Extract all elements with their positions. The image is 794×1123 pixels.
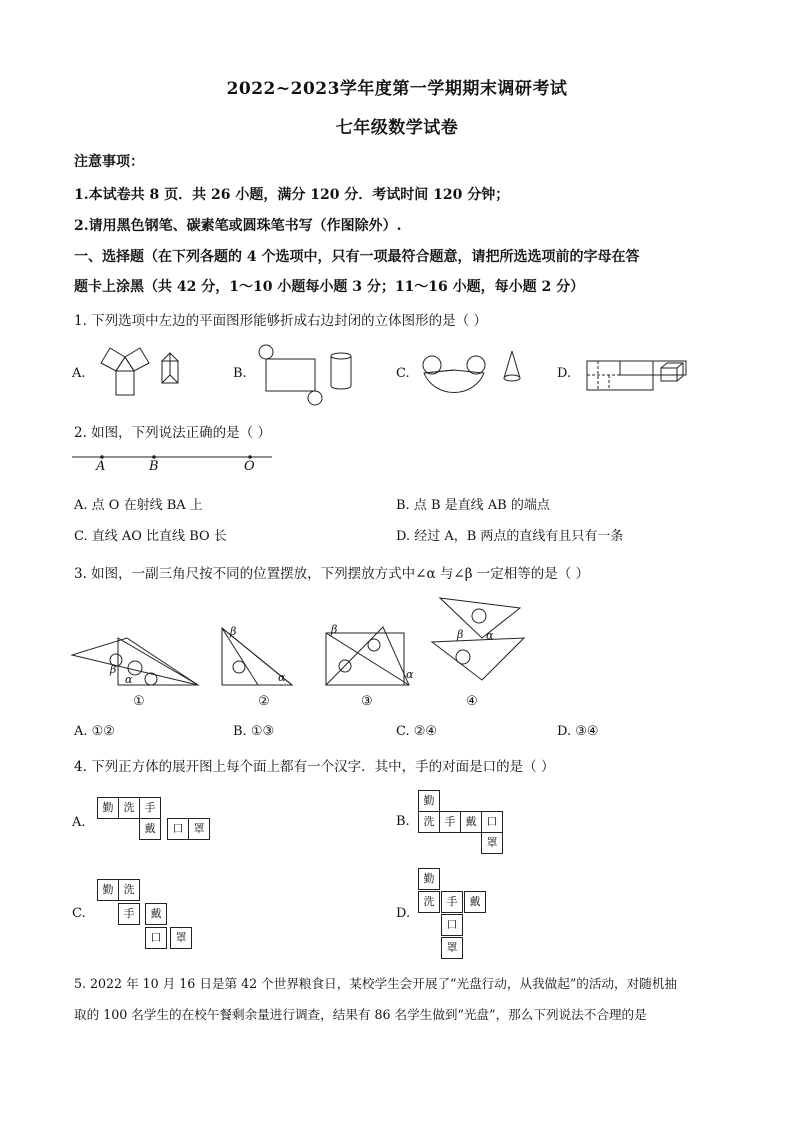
exam-subtitle: 七年级数学试卷 bbox=[335, 118, 459, 138]
q2-option-c: C. 直线 AO 比直线 BO 长 bbox=[74, 529, 227, 544]
net-c-cell: 罩 bbox=[170, 927, 192, 949]
q3-fig4-beta: β bbox=[457, 628, 464, 641]
q2-option-b: B. 点 B 是直线 AB 的端点 bbox=[396, 498, 550, 513]
net-d-cell: 手 bbox=[441, 891, 463, 913]
q2-stem: 2. 如图，下列说法正确的是（ ） bbox=[74, 425, 271, 441]
net-a-cell: 洗 bbox=[118, 797, 140, 819]
q3-fig4-label: ④ bbox=[466, 694, 478, 709]
section-1-line-1: 一、选择题（在下列各题的 4 个选项中，只有一项最符合题意，请把所选选项前的字母在答 bbox=[74, 249, 640, 265]
net-a-cell: 罩 bbox=[188, 818, 210, 840]
q1-option-a-label: A. bbox=[72, 366, 86, 381]
net-b-cell: 洗 bbox=[418, 811, 440, 833]
notes-item-1: 1.本试卷共 8 页．共 26 小题，满分 120 分．考试时间 120 分钟； bbox=[74, 187, 510, 203]
net-b-cell: 罩 bbox=[481, 832, 503, 854]
exam-title: 2022~2023学年度第一学期期末调研考试 bbox=[226, 79, 568, 99]
q1-figure-c bbox=[420, 348, 530, 403]
net-c-cell: 戴 bbox=[145, 903, 167, 925]
net-c-cell: 勤 bbox=[97, 879, 119, 901]
net-b-cell: 口 bbox=[481, 811, 503, 833]
q3-fig3-alpha: α bbox=[406, 668, 414, 681]
q3-option-b: B. ①③ bbox=[233, 724, 275, 739]
q3-fig2-alpha: α bbox=[278, 671, 286, 684]
q1-option-d-label: D. bbox=[557, 366, 572, 381]
net-c-cell: 口 bbox=[145, 927, 167, 949]
q2-point-a: A bbox=[96, 459, 106, 474]
q1-figure-a bbox=[94, 343, 184, 398]
notes-item-2: 2.请用黑色钢笔、碳素笔或圆珠笔书写（作图除外）. bbox=[74, 218, 402, 234]
q3-figure-4 bbox=[430, 596, 530, 688]
q3-fig1-beta: β bbox=[110, 663, 117, 676]
q2-point-o: O bbox=[244, 459, 255, 474]
q1-figure-d bbox=[586, 358, 691, 393]
q3-figure-3 bbox=[325, 625, 415, 688]
q3-fig1-alpha: α bbox=[125, 673, 133, 686]
net-d-cell: 罩 bbox=[441, 937, 463, 959]
net-b-cell: 手 bbox=[439, 811, 461, 833]
net-a-cell: 戴 bbox=[139, 818, 161, 840]
q3-fig2-beta: β bbox=[230, 625, 237, 638]
q3-stem: 3. 如图，一副三角尺按不同的位置摆放，下列摆放方式中∠α 与∠β 一定相等的是（ ） bbox=[74, 566, 590, 582]
q1-stem: 1. 下列选项中左边的平面图形能够折成右边封闭的立体图形的是（ ） bbox=[74, 313, 487, 329]
q3-fig4-alpha: α bbox=[486, 629, 494, 642]
q3-fig3-beta: β bbox=[331, 623, 338, 636]
section-1-line-2: 题卡上涂黑（共 42 分，1～10 小题每小题 3 分；11～16 小题，每小题 2 分） bbox=[74, 279, 585, 295]
net-b-cell: 戴 bbox=[460, 811, 482, 833]
q2-option-d: D. 经过 A，B 两点的直线有且只有一条 bbox=[396, 529, 624, 544]
net-d-cell: 口 bbox=[441, 914, 463, 936]
q5-line-2: 取的 100 名学生的在校午餐剩余量进行调查，结果有 86 名学生做到“光盘”，那么下列说法不合理的是 bbox=[74, 1007, 647, 1022]
net-d-cell: 洗 bbox=[418, 891, 440, 913]
net-d-cell: 戴 bbox=[464, 891, 486, 913]
notes-heading: 注意事项： bbox=[74, 154, 144, 170]
q4-option-b-label: B. bbox=[396, 814, 410, 829]
q2-option-a: A. 点 O 在射线 BA 上 bbox=[74, 498, 203, 513]
q3-fig2-label: ② bbox=[258, 694, 270, 709]
q4-option-a-label: A. bbox=[72, 815, 86, 830]
net-a-cell: 勤 bbox=[97, 797, 119, 819]
net-a-cell: 口 bbox=[167, 818, 189, 840]
q1-option-b-label: B. bbox=[233, 366, 247, 381]
q3-option-a: A. ①② bbox=[74, 724, 115, 739]
net-c-cell: 洗 bbox=[118, 879, 140, 901]
q5-line-1: 5. 2022 年 10 月 16 日是第 42 个世界粮食日，某校学生会开展了“光盘行动，从我做起”的活动，对随机抽 bbox=[74, 976, 678, 991]
net-d-cell: 勤 bbox=[418, 868, 440, 890]
q2-point-b: B bbox=[149, 459, 159, 474]
q3-fig1-label: ① bbox=[133, 694, 145, 709]
q3-figure-1 bbox=[72, 630, 207, 688]
net-b-cell: 勤 bbox=[418, 790, 440, 812]
net-c-cell: 手 bbox=[118, 903, 140, 925]
q3-option-d: D. ③④ bbox=[557, 724, 599, 739]
q1-option-c-label: C. bbox=[396, 366, 410, 381]
q1-figure-b bbox=[255, 343, 355, 403]
q4-stem: 4. 下列正方体的展开图上每个面上都有一个汉字．其中，手的对面是口的是（ ） bbox=[74, 759, 555, 775]
q3-fig3-label: ③ bbox=[361, 694, 373, 709]
q4-option-c-label: C. bbox=[72, 906, 86, 921]
q4-option-d-label: D. bbox=[396, 906, 411, 921]
net-a-cell: 手 bbox=[139, 797, 161, 819]
q3-option-c: C. ②④ bbox=[396, 724, 438, 739]
